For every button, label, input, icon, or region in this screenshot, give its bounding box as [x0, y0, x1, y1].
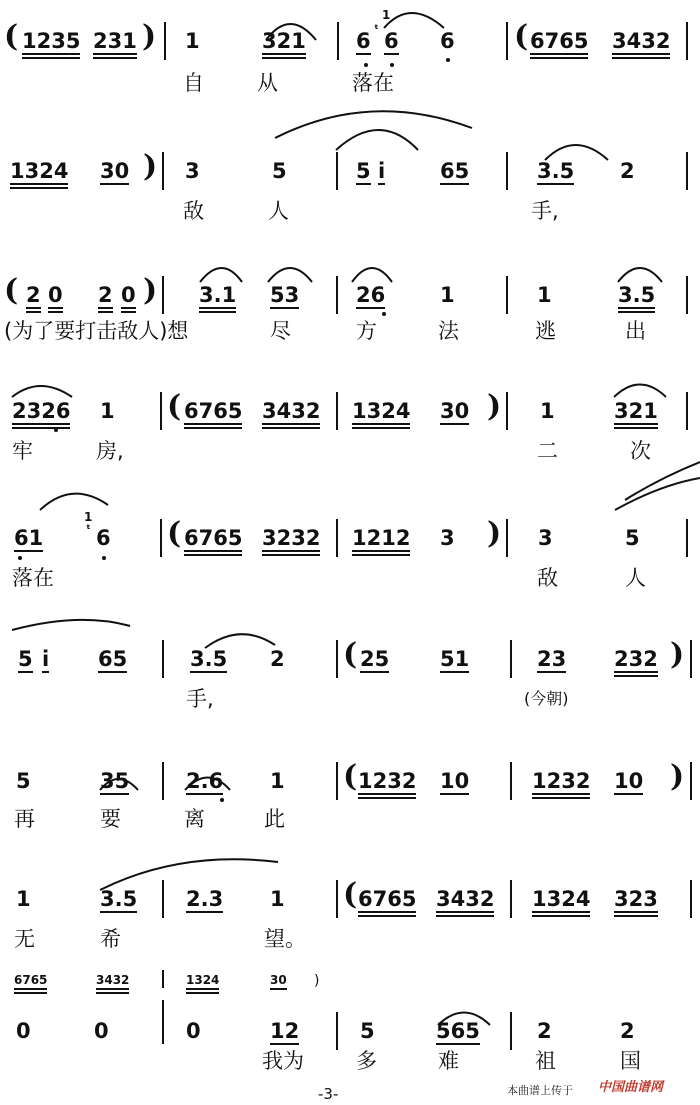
note-group: 565	[436, 1019, 480, 1043]
octave-dot	[54, 428, 58, 432]
note-group: 3.5	[100, 887, 138, 911]
note-group: 231	[93, 30, 137, 59]
lyric: 牢	[12, 439, 33, 463]
open-paren: (	[343, 637, 358, 672]
bar-line	[506, 22, 508, 60]
note: 2	[270, 647, 285, 671]
upper-note-group: 6765	[14, 974, 47, 994]
note: 1	[16, 887, 31, 911]
lyric: 无	[14, 927, 35, 951]
bar-line	[336, 392, 338, 430]
bar-line	[162, 1000, 164, 1044]
bar-line	[686, 392, 688, 430]
open-paren: (	[167, 389, 182, 424]
bar-line	[510, 640, 512, 678]
close-paren-small: )	[314, 973, 320, 989]
lyric: (为了要打击敌人)想	[4, 319, 189, 343]
open-paren: (	[167, 516, 182, 551]
note-group: 1235	[22, 30, 80, 59]
upper-note-group: 30	[270, 974, 287, 990]
lyric: 手,	[531, 199, 559, 223]
note-group: 3.1	[199, 284, 236, 313]
grace-mark: ᵗ	[374, 22, 379, 36]
bar-line	[162, 970, 164, 988]
octave-dot	[364, 63, 368, 67]
note-group: 51	[440, 647, 470, 671]
note: 5	[360, 1019, 375, 1043]
note: 3	[538, 526, 553, 550]
note-group: 26	[356, 283, 386, 307]
bar-line	[336, 519, 338, 557]
note: 0	[94, 1019, 109, 1043]
note-group: 65	[98, 647, 128, 671]
open-paren: (	[343, 759, 358, 794]
note-group: 3232	[262, 527, 320, 556]
bar-line	[690, 880, 692, 918]
bar-line	[336, 880, 338, 918]
note-group: 3.5	[618, 284, 655, 313]
octave-dot	[382, 312, 386, 316]
note: 2	[26, 284, 41, 313]
note: 1	[270, 887, 285, 911]
bar-line	[336, 276, 338, 314]
bar-line	[506, 392, 508, 430]
note-group: 3432	[612, 30, 670, 59]
note: 5	[356, 159, 371, 183]
lyric: 次	[630, 439, 651, 463]
bar-line	[162, 880, 164, 918]
lyric: 再	[14, 807, 35, 831]
close-paren: )	[487, 389, 502, 424]
note-group: 30	[440, 399, 470, 423]
lyric: 落在	[12, 566, 54, 590]
note: 2	[98, 284, 113, 313]
bar-line	[510, 880, 512, 918]
lyric: 法	[438, 319, 459, 343]
bar-line	[686, 276, 688, 314]
lyric-note: (今朝)	[524, 689, 569, 708]
bar-line	[336, 762, 338, 800]
note: 1	[270, 769, 285, 793]
note: 1	[185, 29, 200, 53]
bar-line	[686, 519, 688, 557]
grace-note: 1	[382, 8, 391, 22]
note: 5	[16, 769, 31, 793]
note-group: 10	[614, 769, 644, 793]
lyric: 难	[438, 1049, 459, 1073]
lyric: 从	[257, 71, 278, 95]
note-group: 25	[360, 647, 390, 671]
note-group: 2.3	[186, 887, 224, 911]
note: 1	[100, 399, 115, 423]
note: 1	[537, 283, 552, 307]
open-paren: (	[4, 273, 19, 308]
bar-line	[162, 152, 164, 190]
note-group: 6765	[184, 400, 242, 429]
note: 1	[540, 399, 555, 423]
lyric: 手,	[186, 687, 214, 711]
note-group: 6765	[530, 30, 588, 59]
note-group: 35	[100, 769, 130, 793]
lyric: 房,	[96, 439, 124, 463]
upper-note-group: 1324	[186, 974, 219, 994]
close-paren: )	[142, 19, 157, 54]
note: 6	[96, 526, 111, 550]
note-group: 61	[14, 526, 44, 550]
lyric: 逃	[535, 319, 556, 343]
note-group: 10	[440, 769, 470, 793]
note: 1	[440, 283, 455, 307]
note-group: 6765	[358, 888, 416, 917]
grace-mark: ᵗ	[86, 522, 91, 536]
bar-line	[686, 152, 688, 190]
note: 2	[537, 1019, 552, 1043]
octave-dot	[18, 556, 22, 560]
source-caption: 本曲谱上传于	[507, 1084, 573, 1097]
note-group: 3.5	[537, 159, 575, 183]
note-group: 321	[614, 400, 658, 429]
bar-line	[162, 640, 164, 678]
bar-line	[336, 640, 338, 678]
note: 6	[384, 29, 399, 53]
note: 0	[16, 1019, 31, 1043]
lyric: 出	[625, 319, 646, 343]
close-paren: )	[143, 273, 158, 308]
lyric: 希	[100, 927, 121, 951]
note-group: 3432	[262, 400, 320, 429]
lyric: 敌	[183, 199, 204, 223]
close-paren: )	[670, 759, 685, 794]
note: 3	[440, 526, 455, 550]
lyric: 落在	[352, 71, 394, 95]
bar-line	[506, 519, 508, 557]
upper-note-group: 3432	[96, 974, 129, 994]
octave-dot	[446, 58, 450, 62]
site-logo[interactable]: 中国曲谱网	[598, 1080, 664, 1095]
lyric: 人	[625, 566, 646, 590]
bar-line	[510, 762, 512, 800]
lyric: 国	[620, 1049, 641, 1073]
close-paren: )	[670, 637, 685, 672]
note-group: 321	[262, 30, 306, 59]
bar-line	[336, 152, 338, 190]
note-group: 2326	[12, 400, 70, 429]
lyric: 尽	[270, 319, 291, 343]
octave-dot	[102, 556, 106, 560]
bar-line	[686, 22, 688, 60]
note: 0	[121, 284, 136, 313]
bar-line	[337, 22, 339, 60]
open-paren: (	[4, 19, 19, 54]
lyric: 望。	[264, 927, 306, 951]
note: i	[378, 159, 386, 183]
note-group: 1232	[532, 770, 590, 799]
note: 5	[18, 647, 33, 671]
note-group: 1324	[352, 400, 410, 429]
bar-line	[336, 1012, 338, 1050]
open-paren: (	[514, 19, 529, 54]
note: 5	[272, 159, 287, 183]
note-group: 30	[100, 159, 130, 183]
lyric: 二	[537, 439, 558, 463]
lyric: 敌	[537, 566, 558, 590]
note-group: 53	[270, 283, 300, 307]
note: 2	[620, 159, 635, 183]
note-group: 1324	[532, 888, 590, 917]
note-group: 2.6	[186, 769, 224, 793]
lyric: 人	[268, 199, 289, 223]
octave-dot	[220, 798, 224, 802]
lyric: 祖	[535, 1049, 556, 1073]
lyric: 我为	[262, 1049, 304, 1073]
note-group: 3432	[436, 888, 494, 917]
bar-line	[162, 762, 164, 800]
note: 3	[185, 159, 200, 183]
bar-line	[164, 22, 166, 60]
grace-note: 1	[84, 510, 93, 524]
close-paren: )	[143, 149, 158, 184]
bar-line	[690, 762, 692, 800]
lyric: 要	[100, 807, 121, 831]
bar-line	[160, 392, 162, 430]
note: 5	[625, 526, 640, 550]
note-group: 1212	[352, 527, 410, 556]
bar-line	[510, 1012, 512, 1050]
close-paren: )	[487, 516, 502, 551]
page-number: -3-	[318, 1085, 339, 1103]
lyric: 此	[264, 807, 285, 831]
lyric: 自	[183, 71, 204, 95]
lyric: 方	[356, 319, 377, 343]
bar-line	[506, 276, 508, 314]
note-group: 3.5	[190, 647, 228, 671]
note-group: 12	[270, 1019, 300, 1043]
octave-dot	[390, 63, 394, 67]
bar-line	[162, 276, 164, 314]
note: i	[42, 647, 50, 671]
note-group: 323	[614, 888, 658, 917]
note-group: 1324	[10, 160, 68, 189]
bar-line	[506, 152, 508, 190]
note-group: 1232	[358, 770, 416, 799]
note: 0	[48, 284, 63, 313]
lyric: 离	[184, 807, 205, 831]
note-group: 232	[614, 648, 658, 677]
note: 0	[186, 1019, 201, 1043]
open-paren: (	[343, 877, 358, 912]
note-group: 6765	[184, 527, 242, 556]
note: 6	[356, 29, 371, 53]
lyric: 多	[356, 1049, 377, 1073]
bar-line	[690, 640, 692, 678]
note: 2	[620, 1019, 635, 1043]
note-group: 23	[537, 647, 567, 671]
note: 6	[440, 29, 455, 53]
note-group: 65	[440, 159, 470, 183]
bar-line	[160, 519, 162, 557]
